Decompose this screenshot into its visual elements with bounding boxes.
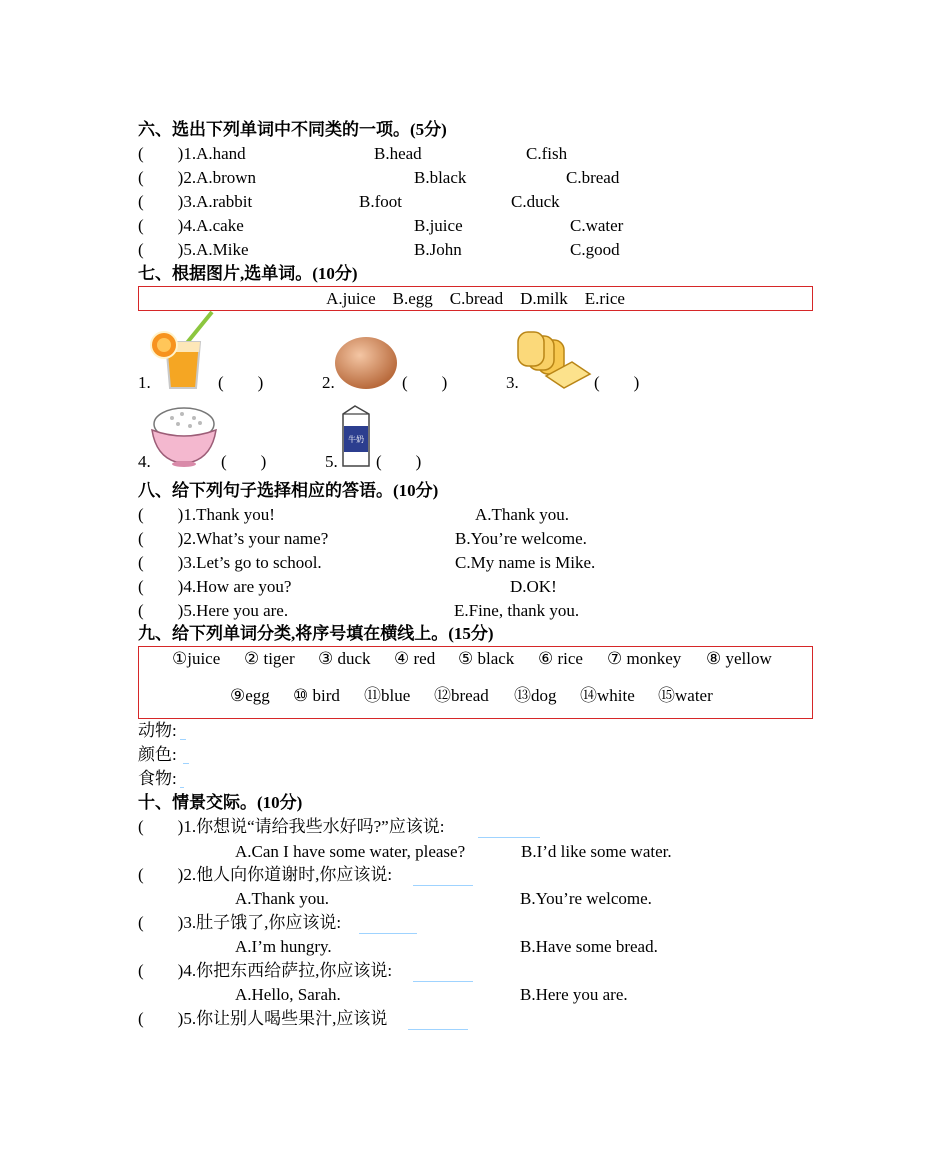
item-number: 2.: [322, 373, 335, 392]
word-item: ③ duck: [318, 649, 371, 668]
item-number: 5.: [325, 452, 338, 471]
word-item: ④ red: [394, 649, 436, 668]
category-food-blank[interactable]: [180, 787, 184, 788]
item-number: 4.: [138, 452, 151, 471]
option-c: C.fish: [526, 144, 568, 163]
category-colors-label: 颜色:: [138, 745, 177, 764]
option-c: C.bread: [566, 168, 620, 187]
answer-blank[interactable]: ( ): [594, 373, 640, 392]
word-item: ⑧ yellow: [706, 649, 772, 668]
answer-line[interactable]: [408, 1029, 468, 1030]
carton-label: 牛奶: [348, 435, 364, 444]
option-b: B.John: [414, 240, 462, 259]
question-row: ( )2.What’s your name?: [138, 529, 329, 548]
option-c: C.good: [570, 240, 620, 259]
juice-glass-icon: [150, 312, 216, 392]
item-number: 3.: [506, 373, 519, 392]
answer-line[interactable]: [413, 885, 473, 886]
option-b: B.black: [414, 168, 467, 187]
question-row: ( )2.他人向你道谢时,你应该说:: [138, 865, 393, 884]
answer-line[interactable]: [359, 933, 417, 934]
answer-option: A.Thank you.: [475, 505, 569, 524]
option-b: B.foot: [359, 192, 402, 211]
answer-blank[interactable]: ( ): [376, 452, 422, 471]
question-row: ( )1.A.hand: [138, 144, 246, 163]
option-c: C.duck: [511, 192, 560, 211]
option-b: B.I’d like some water.: [521, 842, 672, 861]
bread-icon: [516, 332, 592, 392]
question-row: ( )2.A.brown: [138, 168, 257, 187]
answer-blank[interactable]: ( ): [218, 373, 264, 392]
option-b: B.You’re welcome.: [520, 889, 652, 908]
question-row: ( )3.A.rabbit: [138, 192, 253, 211]
egg-icon: [334, 336, 400, 392]
word-item: ② tiger: [244, 649, 295, 668]
option-b: B.Have some bread.: [520, 937, 658, 956]
option-b: B.Here you are.: [520, 985, 628, 1004]
answer-blank[interactable]: ( ): [402, 373, 448, 392]
word-item: ⑮water: [658, 686, 713, 705]
section-9-title: 九、给下列单词分类,将序号填在横线上。(15分): [138, 624, 494, 643]
question-row: ( )4.A.cake: [138, 216, 244, 235]
option-a: A.Thank you.: [235, 889, 329, 908]
answer-blank[interactable]: ( ): [221, 452, 267, 471]
section-10-title: 十、情景交际。(10分): [138, 793, 303, 812]
option-b: B.head: [374, 144, 422, 163]
word-item: ⑨egg: [230, 686, 270, 705]
question-row: ( )4.你把东西给萨拉,你应该说:: [138, 961, 393, 980]
question-row: ( )1.Thank you!: [138, 505, 275, 524]
question-row: ( )5.A.Mike: [138, 240, 249, 259]
option-a: A.Hello, Sarah.: [235, 985, 341, 1004]
word-item: ⑥ rice: [538, 649, 583, 668]
section-6-title: 六、选出下列单词中不同类的一项。(5分): [138, 120, 447, 139]
answer-line[interactable]: [478, 837, 540, 838]
question-row: ( )4.How are you?: [138, 577, 292, 596]
word-item: ⑬dog: [514, 686, 557, 705]
answer-option: E.Fine, thank you.: [454, 601, 580, 620]
milk-carton-icon: [337, 404, 375, 470]
section-7-title: 七、根据图片,选单词。(10分): [138, 264, 358, 283]
question-row: ( )5.你让别人喝些果汁,应该说: [138, 1009, 388, 1028]
word-item: ⑫bread: [434, 686, 489, 705]
answer-line[interactable]: [413, 981, 473, 982]
rice-bowl-icon: [150, 404, 218, 468]
option-a: A.Can I have some water, please?: [235, 842, 466, 861]
option-a: A.I’m hungry.: [235, 937, 332, 956]
word-item: ⑦ monkey: [607, 649, 682, 668]
word-bank-options: A.juice B.egg C.bread D.milk E.rice: [326, 289, 625, 308]
category-colors-blank[interactable]: [183, 763, 189, 764]
category-animals-label: 动物:: [138, 721, 177, 740]
question-row: ( )5.Here you are.: [138, 601, 289, 620]
option-b: B.juice: [414, 216, 463, 235]
question-row: ( )1.你想说“请给我些水好吗?”应该说:: [138, 817, 445, 836]
word-item: ⑪blue: [364, 686, 411, 705]
answer-option: B.You’re welcome.: [455, 529, 587, 548]
category-food-label: 食物:: [138, 769, 177, 788]
question-row: ( )3.肚子饿了,你应该说:: [138, 913, 342, 932]
word-item: ⑩ bird: [293, 686, 340, 705]
item-number: 1.: [138, 373, 151, 392]
option-c: C.water: [570, 216, 624, 235]
word-item: ①juice: [172, 649, 221, 668]
word-item: ⑤ black: [458, 649, 515, 668]
section-8-title: 八、给下列句子选择相应的答语。(10分): [138, 481, 439, 500]
question-row: ( )3.Let’s go to school.: [138, 553, 322, 572]
answer-option: D.OK!: [510, 577, 557, 596]
category-animals-blank[interactable]: [180, 739, 186, 740]
word-item: ⑭white: [580, 686, 635, 705]
answer-option: C.My name is Mike.: [455, 553, 596, 572]
